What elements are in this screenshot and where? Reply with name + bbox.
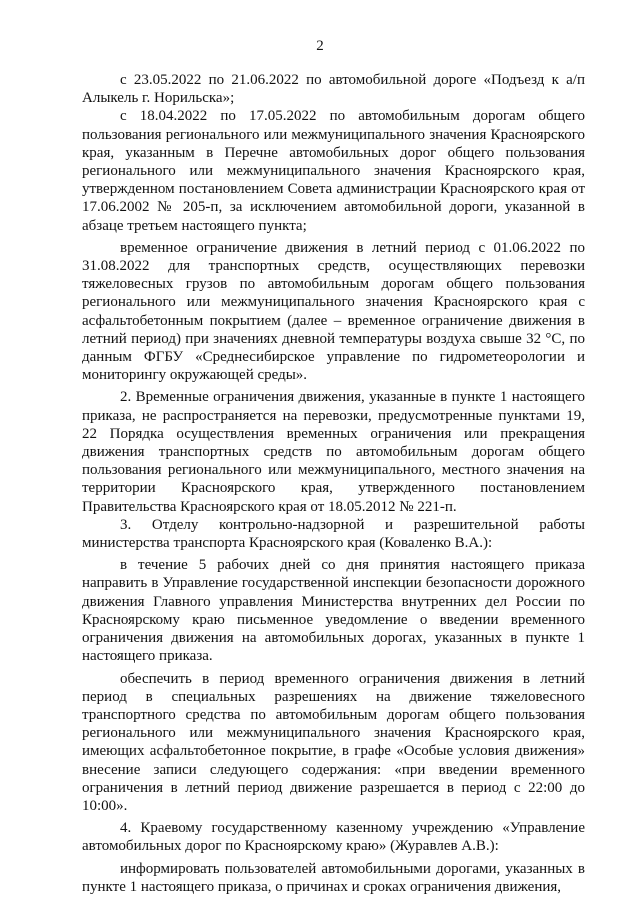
paragraph-regional-roads: с 18.04.2022 по 17.05.2022 по автомобильным дорогам общего пользования регионального или межмуниципального значения Красноярского края, указанным в Перечне автомобильных дорог общего пользования регионального или межмуниципального значения Красноярского края, утвержденном постановлением Совета администрации Красноярского края от 17.06.2002 № 205-п, за исключением автомобильной дороги, указанной в абзаце третьем настоящего пункта; bbox=[82, 108, 585, 234]
paragraph-summer-restriction: временное ограничение движения в летний период с 01.06.2022 по 31.08.2022 для транспортных средств, осуществляющих перевозки тяжеловесных грузов по автомобильным дорогам общего пользования регионального или межмуниципального значения Красноярского края с асфальтобетонным покрытием (далее – временное ограничение движения в летний период) при значениях дневной температуры воздуха свыше 32 °С, по данным ФГБУ «Среднесибирское управление по гидрометеорологии и мониторингу окружающей среды». bbox=[82, 239, 585, 384]
paragraph-inform-users: информировать пользователей автомобильными дорогами, указанных в пункте 1 настоящего приказа, о причинах и сроках ограничения движения, bbox=[82, 860, 585, 895]
paragraph-item-3: 3. Отделу контрольно-надзорной и разрешительной работы министерства транспорта Красноярского края (Коваленко В.А.): bbox=[82, 516, 585, 552]
paragraph-road-norilsk: с 23.05.2022 по 21.06.2022 по автомобильной дороге «Подъезд к а/п Алыкель г. Норильска»; bbox=[82, 72, 585, 107]
paragraph-item-2: 2. Временные ограничения движения, указанные в пункте 1 настоящего приказа, не распространяется на перевозки, предусмотренные пунктами 19, 22 Порядка осуществления временных ограничения или прекращения движения транспортных средств по автомобильным дорогам общего пользования регионального или межмуниципального, местного значения на территории Красноярского края, утвержденного постановлением Правительства Красноярского края от 18.05.2012 № 221-п. bbox=[82, 389, 585, 515]
document-body bbox=[82, 71, 585, 896]
paragraph-item-4: 4. Краевому государственному казенному учреждению «Управление автомобильных дорог по Красноярскому краю» (Журавлев А.В.): bbox=[82, 820, 585, 855]
paragraph-notification: в течение 5 рабочих дней со дня принятия настоящего приказа направить в Управление государственной инспекции безопасности дорожного движения Главного управления Министерства внутренних дел России по Красноярскому краю письменное уведомление о введении временного ограничения движения на автомобильных дорогах, указанных в пункте 1 настоящего приказа. bbox=[82, 557, 585, 665]
paragraph-special-permits: обеспечить в период временного ограничения движения в летний период в специальных разрешениях на движение тяжеловесного транспортного средства по автомобильным дорогам общего пользования регионального или межмуниципального значения Красноярского края, имеющих асфальтобетонное покрытие, в графе «Особые условия движения» внесение записи следующего содержания: «при введении временного ограничения в летний период движение разрешается в период с 22:00 до 10:00». bbox=[82, 670, 585, 814]
page-number: 2 bbox=[316, 38, 324, 54]
